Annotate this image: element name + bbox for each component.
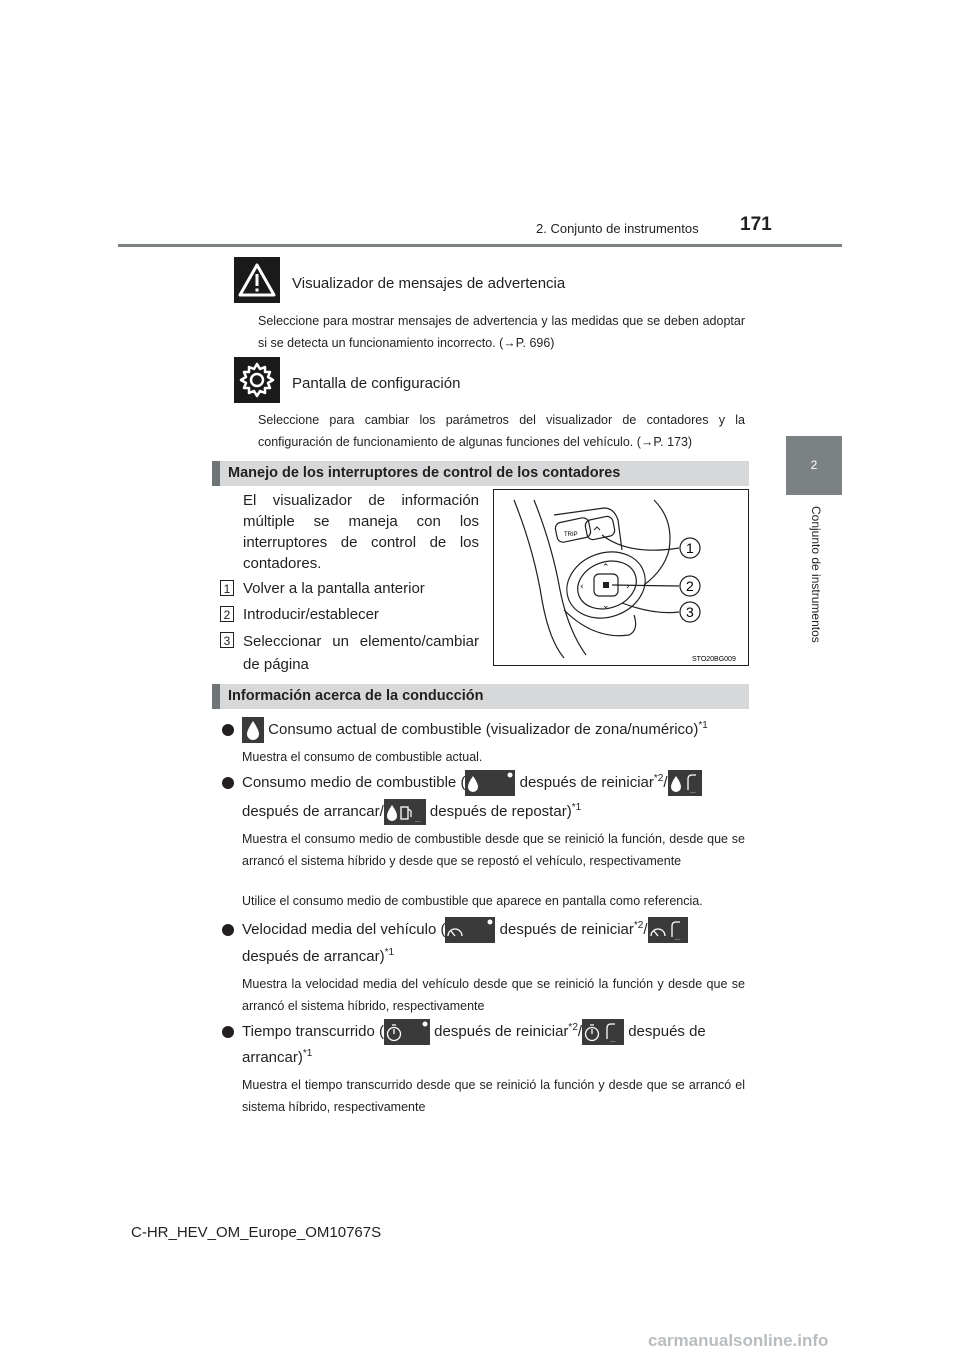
header-divider [118, 244, 842, 247]
bullet-dot [222, 924, 234, 936]
bullet-average-fuel-cont [242, 799, 581, 825]
time-start-icon [582, 1019, 624, 1045]
section-heading-driving-info: Información acerca de la conducción [212, 684, 749, 709]
bullet-text: arrancar) [242, 1049, 303, 1066]
list-item [220, 604, 379, 625]
bullet-desc: Utilice el consumo medio de combustible que aparece en pantalla como referencia. [242, 894, 703, 908]
bullet-text: / [643, 920, 648, 938]
footnote-marker: *1 [698, 719, 708, 731]
bullet-average-speed-cont [242, 947, 394, 965]
bullet-desc: Muestra el consumo de combustible actual. [242, 750, 483, 764]
footnote-marker: *2 [653, 772, 664, 784]
fuel-reset-icon [465, 770, 515, 796]
fuel-drop-icon [242, 717, 264, 743]
list-item [220, 630, 479, 673]
svg-text:...: ... [689, 788, 696, 795]
bullet-text: Velocidad media del vehículo ( [242, 920, 446, 938]
bullet-dot [222, 1026, 234, 1038]
callout-number: 2 [220, 606, 234, 622]
bullet-text: Consumo medio de combustible ( [242, 773, 466, 791]
warning-triangle-icon [234, 257, 280, 303]
svg-text:⌄: ⌄ [602, 601, 610, 611]
svg-text:...: ... [414, 817, 421, 824]
bullet-text: después de reiniciar [430, 1022, 569, 1040]
warning-messages-desc: Seleccione para mostrar mensajes de advertencia y las medidas que se deben adoptar si se detecta un funcionamiento incorrecto. (→P. 696) [258, 314, 745, 350]
figure-callout-3: 3 [686, 604, 694, 620]
bullet-desc: Muestra el tiempo transcurrido desde que se reinició la función y desde que se arrancó el sistema híbrido, respectivamente [242, 1078, 745, 1114]
trip-switch-label: TRIP [564, 532, 578, 538]
time-reset-icon [384, 1019, 430, 1045]
list-item [220, 578, 425, 599]
bullet-text: después de arrancar) [242, 948, 385, 965]
svg-text:›: › [626, 582, 630, 592]
footnote-marker: *2 [568, 1021, 578, 1033]
list-item-text: Introducir/establecer [243, 606, 379, 623]
page-number: 171 [740, 214, 772, 235]
fuel-start-icon [668, 770, 702, 796]
document-code: C-HR_HEV_OM_Europe_OM10767S [131, 1224, 382, 1241]
bullet-elapsed-time [222, 1019, 706, 1045]
bullet-text: después de repostar) [425, 802, 572, 820]
svg-text:...: ... [610, 1037, 616, 1044]
settings-screen-title: Pantalla de configuración [292, 375, 461, 392]
bullet-text: / [577, 1022, 583, 1040]
speed-reset-icon [445, 917, 495, 943]
bullet-dot [222, 724, 234, 736]
bullet-average-speed [222, 917, 688, 943]
steering-switch-figure [493, 489, 749, 666]
bullet-dot [222, 777, 234, 789]
list-item-text: Seleccionar un elemento/cambiar de página [243, 633, 479, 673]
settings-screen-desc: Seleccione para cambiar los parámetros del visualizador de contadores y la configuración de funcionamiento de algunas funciones del vehículo. (→P. 173) [258, 413, 745, 449]
svg-text:‹: ‹ [580, 582, 584, 592]
bullet-text: después de arrancar/ [242, 802, 384, 820]
chapter-tab-label: Conjunto de instrumentos [809, 506, 823, 643]
bullet-desc: Muestra la velocidad media del vehículo desde que se reinició la función y desde que se arrancó el sistema híbrido, respectivamente [242, 977, 745, 1013]
list-item-text: Volver a la pantalla anterior [243, 580, 425, 597]
section-heading-meter-switches: Manejo de los interruptores de control de los contadores [212, 461, 749, 486]
bullet-text: Consumo actual de combustible (visualizador de zona/numérico) [268, 720, 699, 738]
svg-text:...: ... [674, 935, 681, 942]
callout-number: 1 [220, 580, 234, 596]
footnote-marker: *1 [571, 801, 582, 813]
footnote-marker: *1 [302, 1048, 313, 1059]
watermark: carmanualsonline.info [648, 1331, 829, 1350]
bullet-text: Tiempo transcurrido ( [242, 1022, 384, 1040]
figure-callout-1: 1 [686, 540, 694, 556]
bullet-text: después de reiniciar [515, 773, 654, 791]
chapter-title: 2. Conjunto de instrumentos [536, 221, 699, 236]
figure-code: STO20BG009 [692, 656, 736, 663]
svg-text:⌃: ⌃ [602, 563, 610, 573]
bullet-desc: Muestra el consumo medio de combustible desde que se reinició la función, desde que se arrancó el sistema híbrido y desde que se repostó el vehículo, respectivamente [242, 832, 745, 868]
bullet-average-fuel [222, 770, 702, 796]
chapter-tab: 2 [786, 436, 842, 495]
meter-switches-intro: El visualizador de información múltiple se maneja con los interruptores de control de los contadores. [243, 492, 479, 572]
footnote-marker: *2 [633, 919, 644, 931]
fuel-refuel-icon [384, 799, 426, 825]
gear-icon [234, 357, 280, 403]
bullet-text: después de reiniciar [495, 920, 634, 938]
bullet-current-fuel [222, 717, 708, 743]
speed-start-icon [648, 917, 688, 943]
bullet-text: / [663, 773, 668, 791]
bullet-elapsed-time-cont [242, 1048, 312, 1066]
footnote-marker: *1 [384, 947, 395, 958]
bullet-text: después de [624, 1022, 706, 1040]
figure-callout-2: 2 [686, 578, 694, 594]
warning-messages-title: Visualizador de mensajes de advertencia [292, 275, 566, 292]
callout-number: 3 [220, 632, 234, 648]
